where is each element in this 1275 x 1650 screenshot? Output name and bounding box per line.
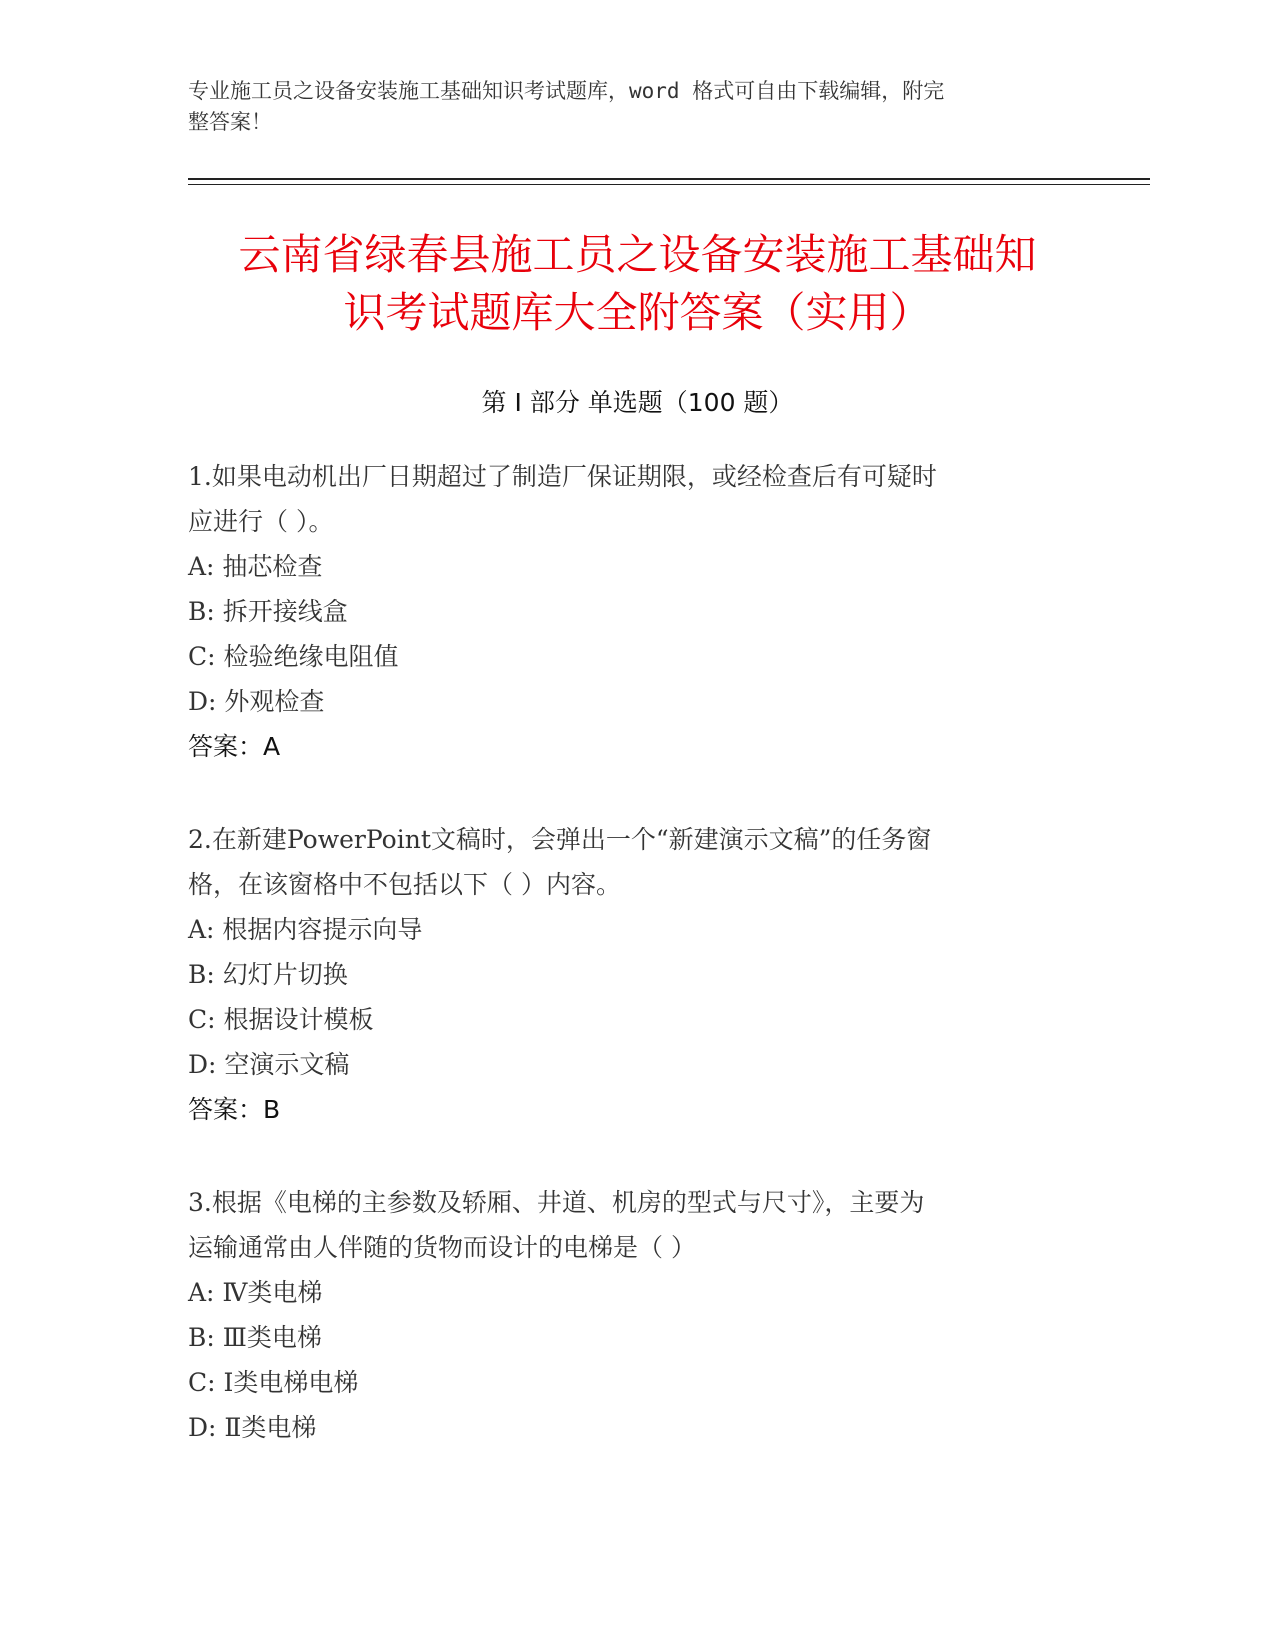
question-stem: 3.根据《电梯的主参数及轿厢、井道、机房的型式与尺寸》，主要为 运输通常由人伴随的货物而设计的电梯是（ ） (188, 1188, 925, 1262)
header-note: 专业施工员之设备安装施工基础知识考试题库，word 格式可自由下载编辑，附完 整答案！ (188, 79, 945, 134)
header-divider-thin (188, 184, 1150, 185)
option-d: D: 空演示文稿 (188, 1050, 350, 1079)
option-c: C: 根据设计模板 (188, 1005, 374, 1034)
question-3 (188, 1180, 1088, 1450)
section-heading: 第 I 部分 单选题（100 题） (481, 388, 794, 417)
question-stem: 1.如果电动机出厂日期超过了制造厂保证期限，或经检查后有可疑时 应进行（ ）。 (188, 462, 937, 536)
answer-line: 答案：B (188, 1095, 281, 1124)
option-a: A: 抽芯检查 (188, 552, 323, 581)
option-b: B: 拆开接线盒 (188, 597, 348, 626)
option-d: D: Ⅱ类电梯 (188, 1413, 317, 1442)
option-a: A: Ⅳ类电梯 (188, 1278, 323, 1307)
option-c: C: Ⅰ类电梯电梯 (188, 1368, 359, 1397)
option-a: A: 根据内容提示向导 (188, 915, 423, 944)
document-title: 云南省绿春县施工员之设备安装施工基础知 识考试题库大全附答案（实用） (238, 230, 1037, 337)
answer-line: 答案：A (188, 732, 281, 761)
option-b: B: Ⅲ类电梯 (188, 1323, 322, 1352)
question-1 (188, 454, 1088, 769)
header-divider-thick (188, 178, 1150, 180)
option-d: D: 外观检查 (188, 687, 325, 716)
question-stem: 2.在新建PowerPoint文稿时，会弹出一个“新建演示文稿”的任务窗 格，在该窗格中不包括以下（ ）内容。 (188, 825, 932, 899)
option-b: B: 幻灯片切换 (188, 960, 348, 989)
question-2 (188, 817, 1088, 1132)
option-c: C: 检验绝缘电阻值 (188, 642, 399, 671)
